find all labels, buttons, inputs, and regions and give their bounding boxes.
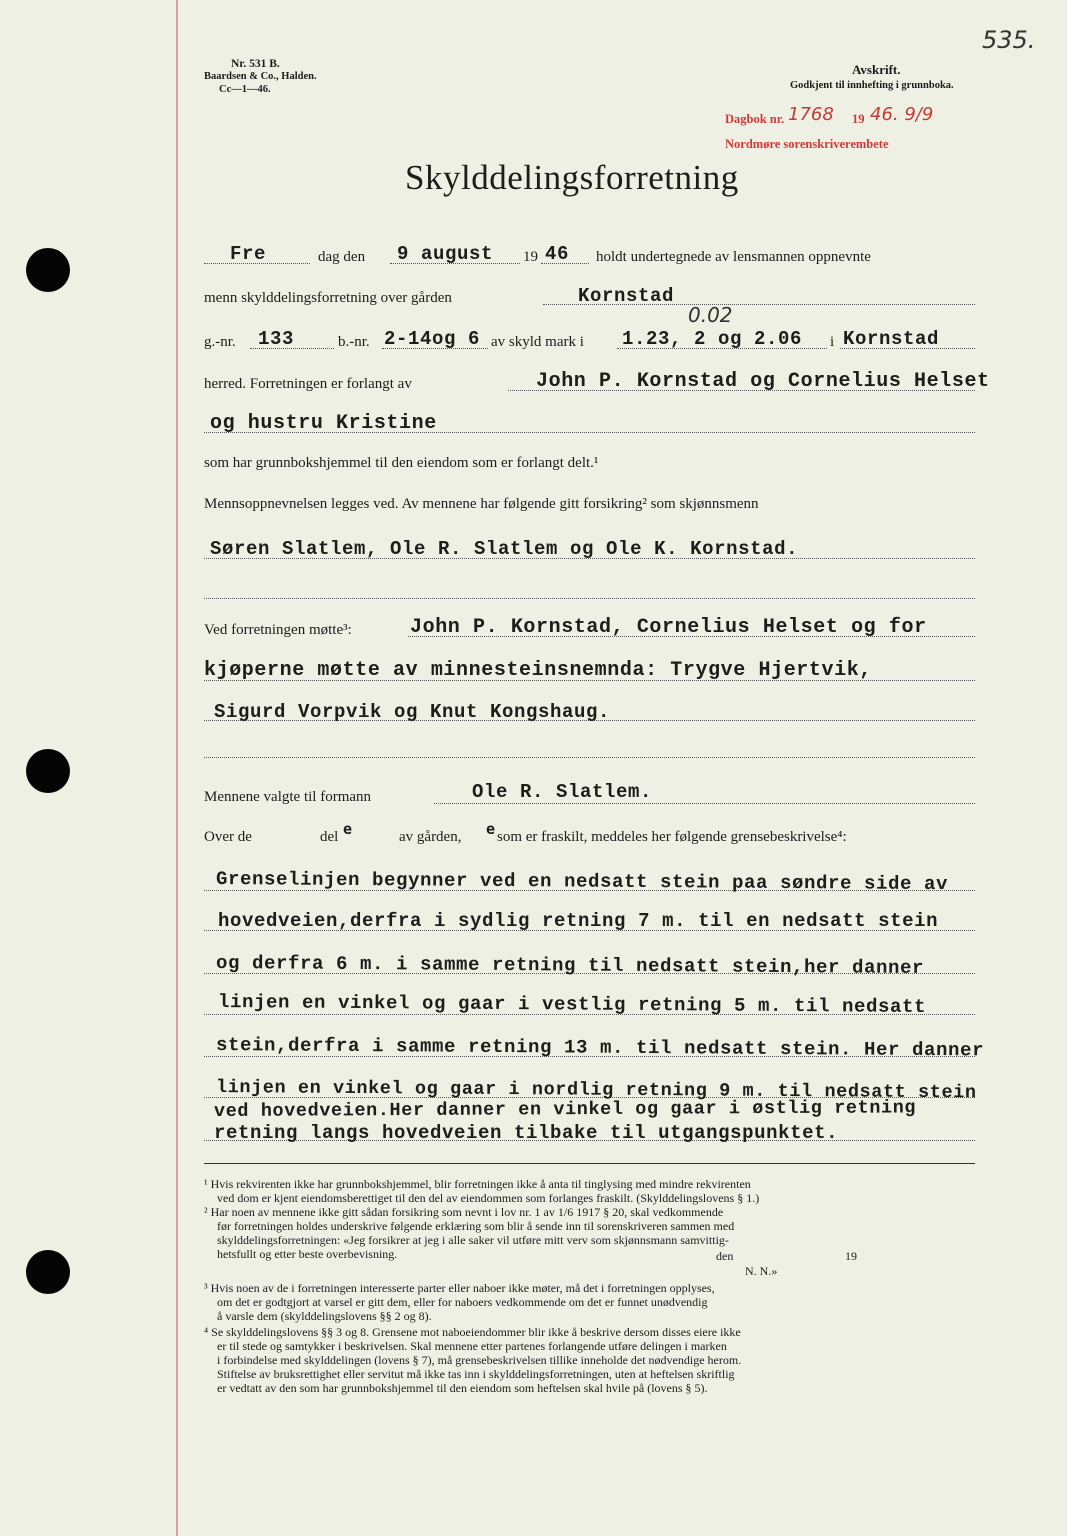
text-av-garden: av gården, [399, 829, 462, 845]
punch-hole [26, 248, 70, 292]
footnote-separator [204, 1163, 975, 1164]
margin-line [176, 0, 178, 1536]
text-i: i [830, 334, 835, 350]
footnote-2-year: 19 [845, 1249, 857, 1263]
text-day: dag den [318, 249, 366, 265]
day-field: Fre [230, 243, 267, 265]
attendees-field: John P. Kornstad, Cornelius Helset og for [410, 616, 927, 639]
text-line7: Mennsoppnevnelsen legges ved. Av mennene har følgende gitt forsikring² som skjønnsmenn [204, 496, 759, 512]
boundary-line: hovedveien,derfra i sydlig retning 7 m. til en nedsatt stein [218, 910, 939, 932]
boundary-line: linjen en vinkel og gaar i vestlig retning 5 m. til nedsatt [217, 991, 927, 1018]
boundary-line: linjen en vinkel og gaar i nordlig retning 9 m. til nedsatt stein [215, 1077, 977, 1104]
text-del: del [320, 829, 339, 845]
footnote-2-line: hetsfullt og etter beste overbevisning. [217, 1247, 398, 1261]
avskrift-label: Avskrift. [852, 62, 901, 77]
footnote-2-den: den [716, 1249, 734, 1263]
text-line1-end: holdt undertegnede av lensmannen oppnevnte [596, 249, 871, 265]
gnr-field: 133 [258, 328, 295, 350]
text-over-de: Over de [204, 829, 252, 845]
boundary-line: ved hovedveien.Her danner en vinkel og gaar i østlig retning [213, 1097, 917, 1122]
requester-cont-field: og hustru Kristine [210, 412, 437, 435]
requester-field: John P. Kornstad og Cornelius Helset [536, 370, 990, 393]
boundary-line: Grenselinjen begynner ved en nedsatt stein paa søndre side av [215, 868, 949, 896]
del-suffix: e [343, 820, 353, 838]
footnote-2-line: før forretningen holdes underskrive følgende erklæring som blir å sende inn til sorenskriveren sammen med [217, 1219, 735, 1233]
attendees-cont2-field: Sigurd Vorpvik og Knut Kongshaug. [214, 701, 611, 723]
footnote-4-line: er vedtatt av den som har grunnbokshjemmel til den eiendom som heftelsen skal hvile på (lovens § 5). [217, 1381, 708, 1395]
text-attendees: Ved forretningen møtte³: [204, 622, 352, 638]
printer-form-number: Nr. 531 B. [231, 58, 280, 70]
garden-suffix: e [486, 820, 496, 838]
date-field: 9 august [397, 243, 494, 265]
field-underline [434, 803, 975, 804]
text-grensebeskrivelse: som er fraskilt, meddeles her følgende grensebeskrivelse⁴: [497, 829, 847, 845]
attendees-cont-field: kjøperne møtte av minnesteinsnemnda: Trygve Hjertvik, [204, 659, 872, 682]
punch-hole [26, 749, 70, 793]
footnote-1-line: ved dom er kjent eiendomsberettiget til den del av eiendommen som forlanges fraskilt. (Skylddelingslovens § 1.) [217, 1191, 760, 1205]
footnote-2-line: skylddelingsforretningen: «Jeg forsikrer at jeg i alle saker vil utføre mitt verv som skjønnsmann samvittig- [217, 1233, 729, 1247]
document-title: Skylddelingsforretning [405, 158, 739, 197]
dagbok-year-prefix: 19 [852, 112, 865, 126]
text-skyld: av skyld mark i [491, 334, 584, 350]
herred-field: Kornstad [843, 328, 940, 350]
footnote-3-line: å varsle dem (skylddelingslovens §§ 2 og 8). [217, 1309, 432, 1323]
field-underline [204, 757, 975, 758]
avskrift-sub: Godkjent til innhefting i grunnboka. [790, 80, 954, 91]
footnote-2-signature: N. N.» [745, 1264, 778, 1278]
appraisers-field: Søren Slatlem, Ole R. Slatlem og Ole K. Kornstad. [210, 538, 799, 560]
chair-field: Ole R. Slatlem. [472, 781, 653, 803]
footnote-4-line: er til stede og samtykker i beskrivelsen. Skal mennene etter partenes forlangende utføre delingen i marken [217, 1339, 727, 1353]
dagbok-stamp: Dagbok nr. [725, 112, 785, 126]
footnote-4-line: i forbindelse med skylddelingen (lovens § 7), må grensebeskrivelsen tillike inneholde det nødvendige herom. [217, 1353, 742, 1367]
footnote-1-line: ¹ Hvis rekvirenten ikke har grunnbokshjemmel, blir forretningen ikke å anta til tinglysing med mindre rekvirenten [204, 1177, 751, 1191]
skyld-correction: 0.02 [688, 303, 733, 327]
boundary-line: retning langs hovedveien tilbake til utgangspunktet. [214, 1122, 839, 1144]
punch-hole [26, 1250, 70, 1294]
footnote-2-line: ² Har noen av mennene ikke gitt sådan forsikring som nevnt i lov nr. 1 av 1/6 1917 § 20, skal vedkommende [204, 1205, 724, 1219]
footnote-3-line: ³ Hvis noen av de i forretningen interesserte parter eller naboer ikke møter, må det i forretningen opplyses, [204, 1281, 715, 1295]
text-19: 19 [523, 249, 538, 265]
skyld-field: 1.23, 2 og 2.06 [622, 328, 803, 350]
text-line4: herred. Forretningen er forlangt av [204, 376, 412, 392]
text-chair: Mennene valgte til formann [204, 789, 372, 805]
printer-name: Baardsen & Co., Halden. [204, 71, 317, 82]
boundary-line: stein,derfra i samme retning 13 m. til nedsatt stein. Her danner [215, 1034, 985, 1062]
field-underline [204, 598, 975, 599]
farm-field: Kornstad [578, 285, 675, 307]
year-field: 46 [545, 243, 570, 265]
page-number: 535. [982, 26, 1036, 54]
text-gnr: g.-nr. [204, 334, 236, 350]
footnote-4-line: Stiftelse av bruksrettighet eller servitut må ikke tas inn i skylddelingsforretningen, uten at heftelsen skriftlig [217, 1367, 735, 1381]
court-office-stamp: Nordmøre sorenskriverembete [725, 137, 889, 151]
printer-code: Cc—1—46. [219, 84, 271, 95]
footnote-4-line: ⁴ Se skylddelingslovens §§ 3 og 8. Grensene mot naboeiendommer blir ikke å beskrive dersom disses eiere ikke [204, 1325, 741, 1339]
text-bnr: b.-nr. [338, 334, 370, 350]
text-line6: som har grunnbokshjemmel til den eiendom som er forlangt delt.¹ [204, 455, 599, 471]
bnr-field: 2-14og 6 [384, 328, 481, 350]
text-line2: menn skylddelingsforretning over gården [204, 290, 452, 306]
dagbok-date: 46. 9/9 [870, 104, 934, 125]
footnote-3-line: om det er godtgjort at varsel er gitt dem, eller for naboers vedkommende om det er funnet unødvendig [217, 1295, 708, 1309]
boundary-line: og derfra 6 m. i samme retning til nedsatt stein,her danner [215, 952, 925, 979]
dagbok-number: 1768 [788, 104, 834, 125]
